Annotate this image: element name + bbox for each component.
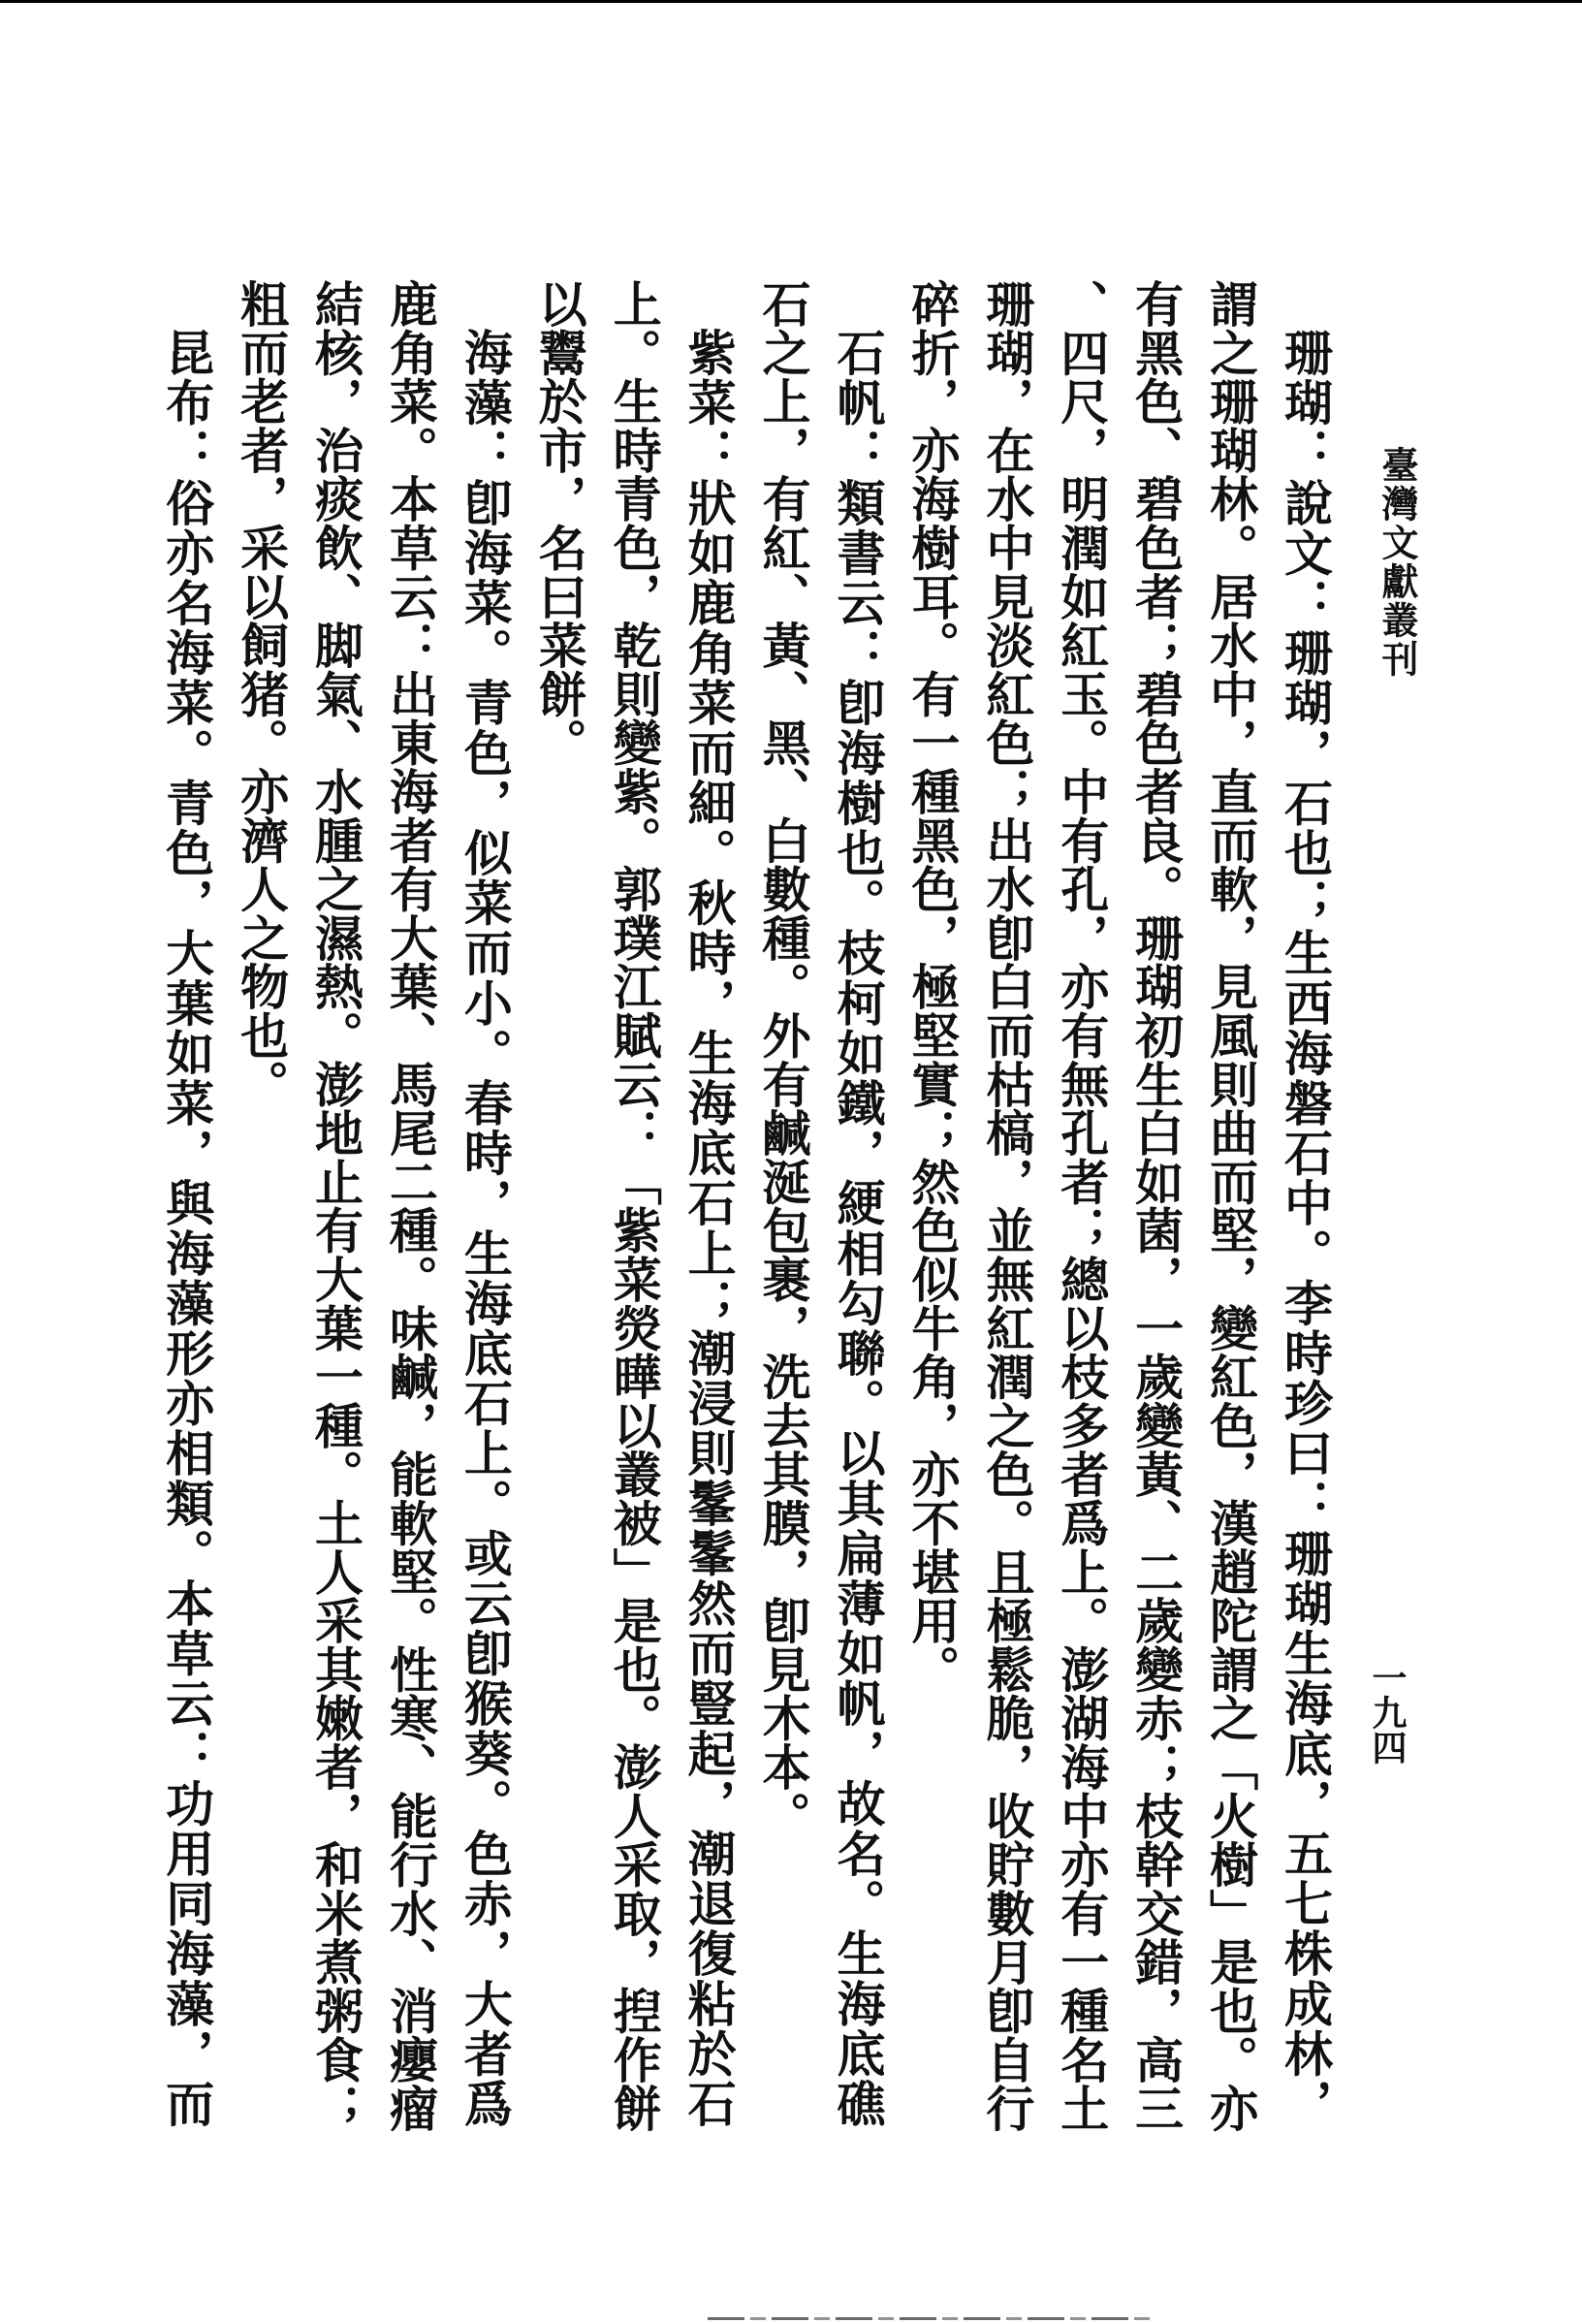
- text-column: 昆布：俗亦名海菜。青色，大葉如菜，與海藻形亦相類。本草云：功用同海藻，而: [158, 328, 216, 2129]
- page-number: 一九四: [1367, 1660, 1408, 1765]
- text-column: 粗而老者，采以飼猪。亦濟人之物也。: [233, 279, 291, 1109]
- scan-bottom-edge-artifact: [708, 2317, 1154, 2320]
- text-column: 謂之珊瑚林。居水中，直而軟，見風則曲而堅，變紅色，漢趙陀謂之「火樹」是也。亦: [1202, 279, 1260, 2133]
- text-column: 珊瑚：說文：珊瑚，石也；生西海磐石中。李時珍曰：珊瑚生海底，五七株成林，: [1277, 328, 1334, 2129]
- text-column: 、四尺，明潤如紅玉。中有孔，亦有無孔者；總以枝多者爲上。澎湖海中亦有一種名土: [1053, 279, 1111, 2133]
- entry-seaweed: [223, 279, 522, 2150]
- entry-kelp: [148, 279, 223, 2150]
- text-column: 紫菜：狀如鹿角菜而細。秋時，生海底石上；潮浸則髼髼然而豎起，潮退復粘於石: [680, 328, 738, 2129]
- running-head-series-title: 臺灣文獻叢刊: [1376, 446, 1419, 679]
- text-column: 鹿角菜。本草云：出東海者有大葉、馬尾二種。味鹹，能軟堅。性寒、能行水、消癭瘤: [381, 279, 439, 2133]
- text-column: 結核，治痰飲、脚氣、水腫之濕熱。澎地止有大葉一種。土人采其嫩者，和米煮粥食；: [307, 279, 365, 2133]
- text-column: 石帆：類書云：卽海樹也。枝柯如鐵，綆相勾聯。以其扁薄如帆，故名。生海底礁: [829, 328, 887, 2129]
- text-column: 以鬻於市，名曰菜餅。: [530, 279, 588, 767]
- scan-top-edge-line: [0, 0, 1582, 3]
- entry-purple-laver: [522, 279, 745, 2150]
- text-column: 石之上，有紅、黃、黑、白數種。外有鹹涎包裹，洗去其膜，卽見木本。: [754, 279, 812, 1840]
- text-column: 珊瑚，在水中見淡紅色；出水卽白而枯槁，並無紅潤之色。且極鬆脆，收貯數月卽自行: [978, 279, 1036, 2133]
- entry-stone-sail: [745, 279, 895, 2150]
- text-column: 有黑色、碧色者；碧色者良。珊瑚初生白如菌，一歲變黃、二歲變赤；枝幹交錯，高三: [1127, 279, 1186, 2133]
- text-column: 上。生時青色，乾則變紫。郭璞江賦云：「紫菜熒曄以叢被」是也。澎人采取，揑作餅: [605, 279, 663, 2133]
- text-column: 海藻：卽海菜。青色，似菜而小。春時，生海底石上。或云卽猴葵。色赤，大者爲: [456, 328, 514, 2129]
- body-text: [148, 279, 1342, 2150]
- entry-coral: [894, 279, 1342, 2150]
- text-column: 碎折，亦海樹耳。有一種黑色，極堅實；然色似牛角，亦不堪用。: [903, 279, 962, 1694]
